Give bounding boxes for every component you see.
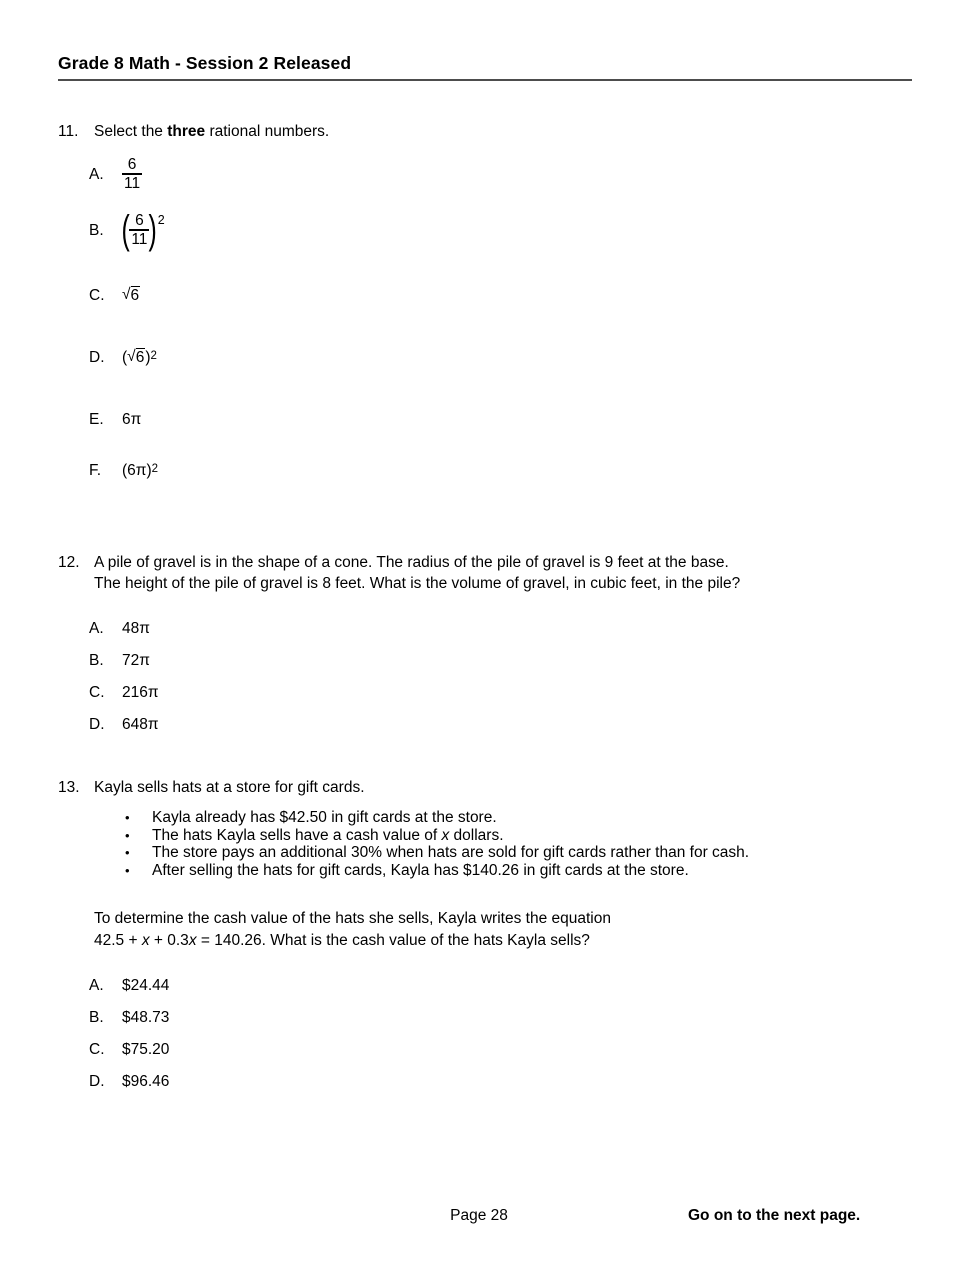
choice-12-D[interactable] xyxy=(89,708,159,740)
equation-part-2: + 0.3 xyxy=(149,931,189,949)
bullet-icon: • xyxy=(125,810,130,825)
exponent: 2 xyxy=(157,212,165,227)
exponent: 2 xyxy=(150,350,157,363)
bullet-text-1: Kayla already has $42.50 in gift cards at the store. xyxy=(152,809,497,826)
question-11-prompt-part2: rational numbers. xyxy=(205,123,330,140)
choice-12-A[interactable] xyxy=(89,612,159,644)
choice-13-D-value: $96.46 xyxy=(122,1072,170,1090)
question-13-choices xyxy=(89,969,169,1097)
choice-12-C[interactable] xyxy=(89,676,159,708)
question-12-line-2: The height of the pile of gravel is 8 feet. What is the volume of gravel, in cubic feet, in the pile? xyxy=(94,575,741,592)
radical-sign: √ xyxy=(127,347,136,365)
radical-icon xyxy=(127,347,145,368)
question-12 xyxy=(58,552,938,594)
radicand: 6 xyxy=(130,287,140,304)
header-title: Grade 8 Math - Session 2 Released xyxy=(58,53,352,73)
choice-12-A-value: 48π xyxy=(122,619,150,637)
choice-12-B[interactable] xyxy=(89,644,159,676)
list-item xyxy=(125,809,749,827)
choice-11-A[interactable] xyxy=(89,152,165,196)
question-11-prompt xyxy=(94,121,938,142)
bullet-text-2-post: dollars. xyxy=(449,826,504,844)
choice-12-D-letter: D. xyxy=(89,715,105,733)
variable-x: x xyxy=(141,931,150,949)
choice-13-A[interactable] xyxy=(89,969,169,1001)
left-paren: ( xyxy=(121,207,130,252)
page-number: Page 28 xyxy=(450,1207,508,1224)
fraction-denominator: 11 xyxy=(124,174,141,192)
choice-11-A-value xyxy=(122,157,142,192)
question-13 xyxy=(58,777,938,798)
equation-part-1: 42.5 + xyxy=(94,931,142,949)
choice-11-E[interactable] xyxy=(89,388,165,450)
choice-11-C-letter: C. xyxy=(89,286,105,304)
choice-13-B[interactable] xyxy=(89,1001,169,1033)
list-item xyxy=(125,827,749,845)
radicand: 6 xyxy=(135,349,145,366)
question-11-number: 11. xyxy=(58,123,79,140)
choice-11-E-value: 6π xyxy=(122,410,142,428)
question-11-choices xyxy=(89,152,165,490)
choice-11-D-value xyxy=(122,347,157,368)
choice-13-B-value: $48.73 xyxy=(122,1008,170,1026)
question-11-prompt-emphasis: three xyxy=(167,123,206,140)
question-13-prompt: Kayla sells hats at a store for gift cards. xyxy=(94,779,365,796)
question-12-line-1: A pile of gravel is in the shape of a cone. The radius of the pile of gravel is 9 feet at the base. xyxy=(94,554,729,571)
radical-icon xyxy=(122,285,140,306)
variable-x: x xyxy=(188,931,197,949)
choice-13-A-letter: A. xyxy=(89,976,104,994)
choice-13-D[interactable] xyxy=(89,1065,169,1097)
choice-11-A-letter: A. xyxy=(89,165,104,183)
choice-12-B-value: 72π xyxy=(122,651,150,669)
list-item xyxy=(125,844,749,862)
choice-13-A-value: $24.44 xyxy=(122,976,170,994)
choice-11-D[interactable] xyxy=(89,326,165,388)
bullet-text-2 xyxy=(152,827,749,845)
choice-11-C-value xyxy=(122,285,140,306)
choice-13-C-letter: C. xyxy=(89,1040,105,1058)
choice-11-F-letter: F. xyxy=(89,461,102,479)
choice-13-B-letter: B. xyxy=(89,1008,104,1026)
choice-11-D-letter: D. xyxy=(89,348,105,366)
question-12-prompt xyxy=(94,552,938,594)
bullet-text-3: The store pays an additional 30% when hats are sold for gift cards rather than for cash. xyxy=(152,844,750,862)
question-13-bullet-list xyxy=(125,809,749,879)
choice-11-B-letter: B. xyxy=(89,221,104,239)
choice-12-C-letter: C. xyxy=(89,683,105,701)
fraction-6-11 xyxy=(122,157,142,192)
choice-12-D-value: 648π xyxy=(122,715,159,733)
equation-intro-line: To determine the cash value of the hats she sells, Kayla writes the equation xyxy=(94,910,611,927)
choice-11-F-value xyxy=(122,460,158,481)
choice-13-C-value: $75.20 xyxy=(122,1040,170,1058)
choice-11-B-value xyxy=(121,207,165,252)
choice-12-B-letter: B. xyxy=(89,651,104,669)
question-11-prompt-part1: Select the xyxy=(94,123,168,140)
question-12-choices xyxy=(89,612,159,740)
question-13-number: 13. xyxy=(58,779,80,796)
choice-11-E-letter: E. xyxy=(89,410,104,428)
header-divider xyxy=(58,79,912,81)
fraction-6-11 xyxy=(129,213,149,248)
question-11 xyxy=(58,121,938,142)
fraction-numerator: 6 xyxy=(135,211,144,229)
right-paren: ) xyxy=(148,207,158,252)
bullet-icon: • xyxy=(125,827,130,843)
radical-sign: √ xyxy=(122,285,131,303)
go-on-next-page-notice: Go on to the next page. xyxy=(688,1207,861,1224)
choice-12-C-value: 216π xyxy=(122,683,159,701)
choice-12-A-letter: A. xyxy=(89,619,104,637)
right-paren: ) xyxy=(145,348,151,366)
fraction-denominator: 11 xyxy=(131,230,148,248)
choice-13-C[interactable] xyxy=(89,1033,169,1065)
choice-11-B[interactable] xyxy=(89,196,165,264)
equation-line xyxy=(94,930,914,952)
equation-part-3: = 140.26. What is the cash value of the hats Kayla sells? xyxy=(196,931,590,949)
base-expression: (6π) xyxy=(122,461,152,479)
page-header xyxy=(58,52,912,74)
choice-11-C[interactable] xyxy=(89,264,165,326)
choice-11-F[interactable] xyxy=(89,450,165,490)
choice-13-D-letter: D. xyxy=(89,1072,105,1090)
list-item xyxy=(125,862,749,880)
bullet-text-2-pre: The hats Kayla sells have a cash value of xyxy=(152,826,442,844)
bullet-icon: • xyxy=(125,845,130,861)
variable-x: x xyxy=(441,826,450,844)
bullet-icon: • xyxy=(125,862,130,878)
bullet-text-4: After selling the hats for gift cards, Kayla has $140.26 in gift cards at the store. xyxy=(152,861,689,879)
exponent: 2 xyxy=(151,463,159,476)
question-12-number: 12. xyxy=(58,554,80,571)
left-paren: ( xyxy=(122,348,128,366)
fraction-numerator: 6 xyxy=(127,155,137,173)
question-13-equation-paragraph xyxy=(94,908,914,951)
